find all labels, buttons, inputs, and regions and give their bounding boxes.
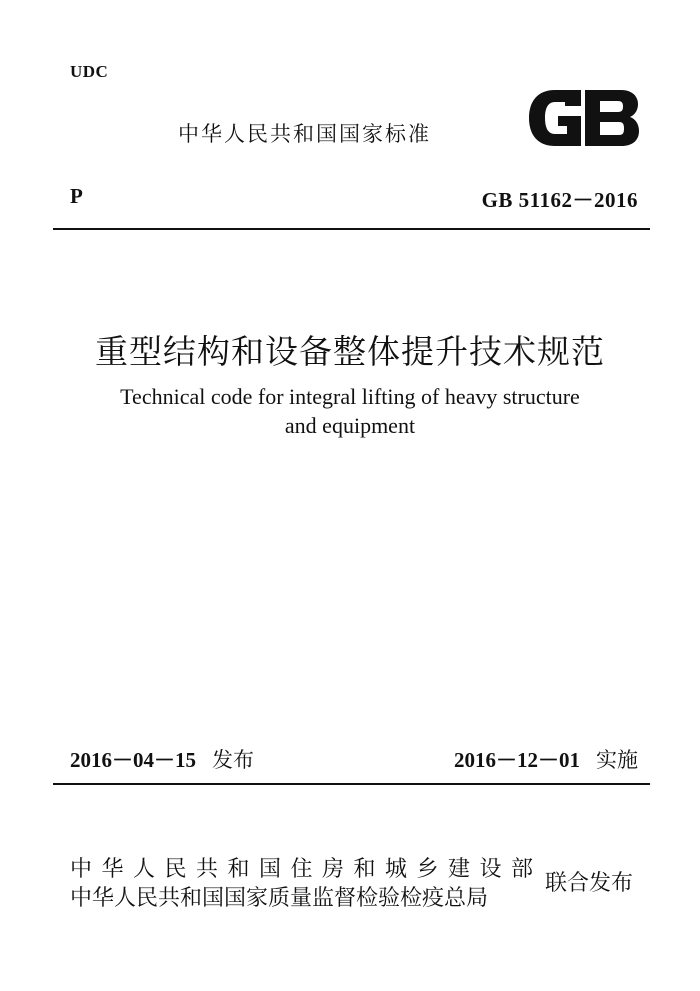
joint-publish-label: 联合发布 bbox=[545, 871, 634, 896]
issue-date: 2016－04－15 bbox=[70, 748, 196, 772]
issue-date-block bbox=[70, 744, 254, 774]
title-english bbox=[0, 382, 700, 440]
publisher-org-2: 中华人民共和国国家质量监督检验检疫总局 bbox=[70, 886, 489, 911]
udc-label: UDC bbox=[70, 62, 109, 81]
standard-number: GB 51162－2016 bbox=[481, 188, 638, 212]
bottom-divider bbox=[53, 783, 650, 785]
gb-logo bbox=[525, 88, 640, 148]
implement-date: 2016－12－01 bbox=[454, 748, 580, 772]
title-chinese: 重型结构和设备整体提升技术规范 bbox=[95, 332, 605, 371]
issue-label: 发布 bbox=[212, 748, 254, 772]
title-english-line2: and equipment bbox=[284, 413, 416, 438]
top-divider bbox=[53, 228, 650, 230]
implement-label: 实施 bbox=[596, 748, 638, 772]
implement-date-block bbox=[454, 744, 638, 774]
title-english-line1: Technical code for integral lifting of heavy structure bbox=[120, 384, 580, 409]
publisher-org-1: 中华人民共和国住房和城乡建设部 bbox=[70, 857, 543, 882]
national-standard-label: 中华人民共和国国家标准 bbox=[178, 122, 431, 146]
classification-code: P bbox=[70, 184, 83, 208]
